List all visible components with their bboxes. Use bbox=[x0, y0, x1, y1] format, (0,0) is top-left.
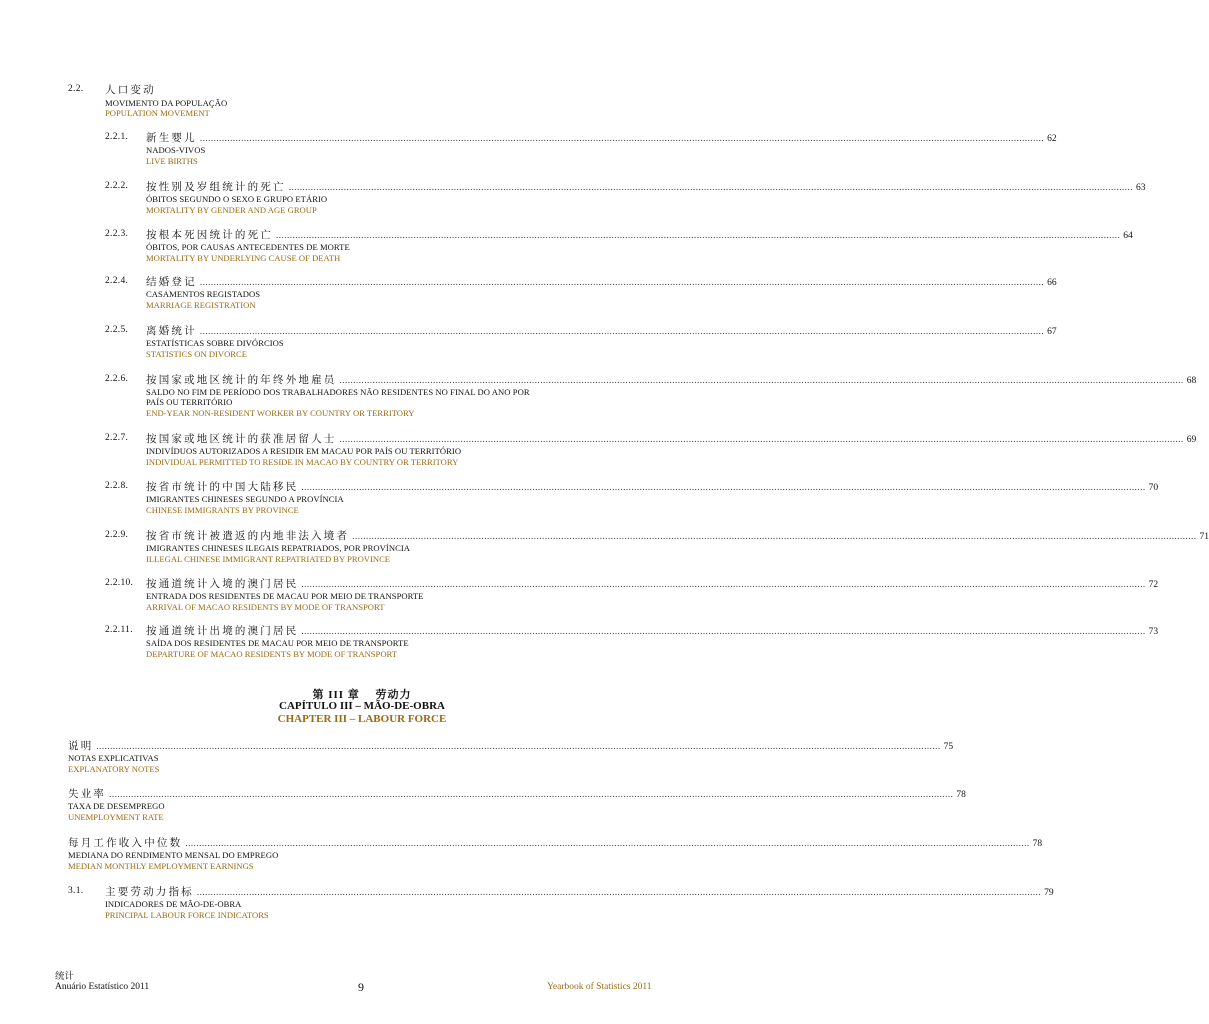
entry-page-number: 62 bbox=[1047, 134, 1057, 144]
entry-title-pt: INDIVÍDUOS AUTORIZADOS A RESIDIR EM MACAU POR PAÍS OU TERRITÓRIO bbox=[146, 446, 462, 456]
entry-title-zh: 按通道统计出境的澳门居民 bbox=[146, 626, 299, 637]
entry-number: 2.2.3. bbox=[105, 229, 129, 239]
section-title-en: POPULATION MOVEMENT bbox=[105, 108, 210, 118]
entry-page-number: 72 bbox=[1148, 580, 1159, 590]
leader-dots: ................................................................................................................................................................................................................................................................................................................... bbox=[352, 531, 1197, 541]
entry-title-en: INDIVIDUAL PERMITTED TO RESIDE IN MACAO BY COUNTRY OR TERRITORY bbox=[146, 457, 459, 467]
entry-title-en: LIVE BIRTHS bbox=[146, 156, 198, 166]
entry-page-number: 68 bbox=[1186, 376, 1197, 386]
entry-number: 2.2.10. bbox=[105, 578, 134, 588]
entry-title-pt: ENTRADA DOS RESIDENTES DE MACAU POR MEIO DE TRANSPORTE bbox=[146, 591, 424, 601]
leader-dots: ................................................................................................................................................................................................................................................................................................................... bbox=[185, 838, 1030, 848]
leader-dots: ................................................................................................................................................................................................................................................................................................................... bbox=[301, 482, 1146, 492]
entry-number: 2.2.6. bbox=[105, 374, 129, 384]
chapter-title-zh: 第 III 章 劳动力 bbox=[312, 689, 412, 701]
leader-dots: ................................................................................................................................................................................................................................................................................................................... bbox=[301, 626, 1146, 636]
entry-title-zh: 离婚统计 bbox=[146, 326, 197, 337]
entry-page-number: 78 bbox=[956, 790, 966, 800]
entry-title-zh: 按性别及岁组统计的死亡 bbox=[146, 182, 286, 193]
entry-title-pt: SAÍDA DOS RESIDENTES DE MACAU POR MEIO DE TRANSPORTE bbox=[146, 638, 409, 648]
section-number: 2.2. bbox=[68, 84, 84, 94]
entry-title-pt: ÓBITOS, POR CAUSAS ANTECEDENTES DE MORTE bbox=[146, 242, 350, 252]
entry-page-number: 73 bbox=[1148, 627, 1159, 637]
entry-title-pt: INDICADORES DE MÃO-DE-OBRA bbox=[105, 899, 242, 909]
entry-page-number: 79 bbox=[1044, 888, 1054, 898]
leader-dots: ................................................................................................................................................................................................................................................................................................................... bbox=[288, 182, 1133, 192]
entry-title-pt: ESTATÍSTICAS SOBRE DIVÓRCIOS bbox=[146, 338, 284, 348]
entry-title-pt: MEDIANA DO RENDIMENTO MENSAL DO EMPREGO bbox=[68, 850, 279, 860]
leader-dots: ................................................................................................................................................................................................................................................................................................................... bbox=[199, 277, 1045, 287]
section-title-pt: MOVIMENTO DA POPULAÇÃO bbox=[105, 98, 228, 108]
entry-title-pt: CASAMENTOS REGISTADOS bbox=[146, 289, 261, 299]
entry-page-number: 67 bbox=[1047, 327, 1057, 337]
footer-pt: Anuário Estatístico 2011 bbox=[55, 982, 150, 992]
entry-title-zh: 按国家或地区统计的年终外地雇员 bbox=[146, 375, 337, 386]
entry-title-pt-cont: PAÍS OU TERRITÓRIO bbox=[146, 397, 233, 407]
entry-title-pt: SALDO NO FIM DE PERÍODO DOS TRABALHADORES NÃO RESIDENTES NO FINAL DO ANO POR bbox=[146, 387, 530, 397]
entry-title-zh: 结婚登记 bbox=[146, 277, 197, 288]
leader-dots: ................................................................................................................................................................................................................................................................................................................... bbox=[199, 133, 1045, 143]
entry-number: 3.1. bbox=[68, 886, 84, 896]
entry-title-zh: 按国家或地区统计的获准居留人士 bbox=[146, 434, 337, 445]
footer-en: Yearbook of Statistics 2011 bbox=[547, 982, 652, 992]
entry-title-pt: IMIGRANTES CHINESES SEGUNDO A PROVÍNCIA bbox=[146, 494, 344, 504]
page-number: 9 bbox=[358, 980, 364, 994]
entry-number: 2.2.5. bbox=[105, 325, 129, 335]
leader-dots: ................................................................................................................................................................................................................................................................................................................... bbox=[199, 326, 1045, 336]
entry-title-en: ILLEGAL CHINESE IMMIGRANT REPATRIATED BY PROVINCE bbox=[146, 554, 391, 564]
chapter-title-pt: CAPÍTULO III – MÃO-DE-OBRA bbox=[279, 700, 445, 712]
chapter-title-en: CHAPTER III – LABOUR FORCE bbox=[277, 713, 447, 725]
entry-title-zh: 按通道统计入境的澳门居民 bbox=[146, 579, 299, 590]
entry-page-number: 71 bbox=[1199, 532, 1209, 542]
entry-title-en: MARRIAGE REGISTRATION bbox=[146, 300, 256, 310]
entry-title-en: PRINCIPAL LABOUR FORCE INDICATORS bbox=[105, 910, 269, 920]
entry-number: 2.2.2. bbox=[105, 181, 129, 191]
entry-number: 2.2.7. bbox=[105, 433, 129, 443]
entry-title-en: CHINESE IMMIGRANTS BY PROVINCE bbox=[146, 505, 299, 515]
leader-dots: ................................................................................................................................................................................................................................................................................................................... bbox=[301, 579, 1146, 589]
entry-page-number: 66 bbox=[1047, 278, 1057, 288]
leader-dots: ................................................................................................................................................................................................................................................................................................................... bbox=[96, 741, 941, 751]
entry-title-pt: IMIGRANTES CHINESES ILEGAIS REPATRIADOS, POR PROVÍNCIA bbox=[146, 543, 411, 553]
entry-title-en: MORTALITY BY GENDER AND AGE GROUP bbox=[146, 205, 317, 215]
entry-title-en: END-YEAR NON-RESIDENT WORKER BY COUNTRY OR TERRITORY bbox=[146, 408, 415, 418]
leader-dots: ................................................................................................................................................................................................................................................................................................................... bbox=[196, 887, 1042, 897]
entry-title-en: UNEMPLOYMENT RATE bbox=[68, 812, 164, 822]
entry-title-en: ARRIVAL OF MACAO RESIDENTS BY MODE OF TRANSPORT bbox=[146, 602, 385, 612]
footer-zh: 统计 bbox=[55, 972, 75, 982]
entry-number: 2.2.4. bbox=[105, 276, 129, 286]
entry-title-pt: TAXA DE DESEMPREGO bbox=[68, 801, 165, 811]
entry-title-zh: 新生婴儿 bbox=[146, 133, 197, 144]
entry-title-pt: NOTAS EXPLICATIVAS bbox=[68, 753, 159, 763]
entry-title-en: MORTALITY BY UNDERLYING CAUSE OF DEATH bbox=[146, 253, 341, 263]
entry-title-zh: 按根本死因统计的死亡 bbox=[146, 230, 273, 241]
entry-title-pt: NADOS-VIVOS bbox=[146, 145, 206, 155]
entry-page-number: 70 bbox=[1148, 483, 1159, 493]
entry-page-number: 69 bbox=[1186, 435, 1197, 445]
leader-dots: ................................................................................................................................................................................................................................................................................................................... bbox=[109, 789, 954, 799]
entry-number: 2.2.1. bbox=[105, 132, 129, 142]
entry-page-number: 64 bbox=[1123, 231, 1133, 241]
leader-dots: ................................................................................................................................................................................................................................................................................................................... bbox=[339, 375, 1184, 385]
entry-title-pt: ÓBITOS SEGUNDO O SEXO E GRUPO ETÁRIO bbox=[146, 194, 328, 204]
entry-title-en: DEPARTURE OF MACAO RESIDENTS BY MODE OF TRANSPORT bbox=[146, 649, 398, 659]
entry-title-zh: 失业率 bbox=[68, 789, 107, 800]
entry-title-zh: 说明 bbox=[68, 741, 94, 752]
leader-dots: ................................................................................................................................................................................................................................................................................................................... bbox=[276, 230, 1121, 240]
entry-page-number: 75 bbox=[943, 742, 954, 752]
entry-title-zh: 每月工作收入中位数 bbox=[68, 838, 183, 849]
entry-title-en: MEDIAN MONTHLY EMPLOYMENT EARNINGS bbox=[68, 861, 254, 871]
entry-number: 2.2.11. bbox=[105, 625, 133, 635]
section-title-zh: 人口变动 bbox=[105, 85, 156, 96]
entry-number: 2.2.8. bbox=[105, 481, 129, 491]
entry-title-zh: 按省市统计的中国大陆移民 bbox=[146, 482, 299, 493]
leader-dots: ................................................................................................................................................................................................................................................................................................................... bbox=[339, 434, 1184, 444]
entry-title-en: EXPLANATORY NOTES bbox=[68, 764, 160, 774]
entry-title-zh: 主要劳动力指标 bbox=[105, 887, 194, 898]
entry-page-number: 78 bbox=[1032, 839, 1043, 849]
entry-title-en: STATISTICS ON DIVORCE bbox=[146, 349, 248, 359]
entry-number: 2.2.9. bbox=[105, 530, 129, 540]
entry-title-zh: 按省市统计被遣返的内地非法入境者 bbox=[146, 531, 350, 542]
entry-page-number: 63 bbox=[1135, 183, 1146, 193]
